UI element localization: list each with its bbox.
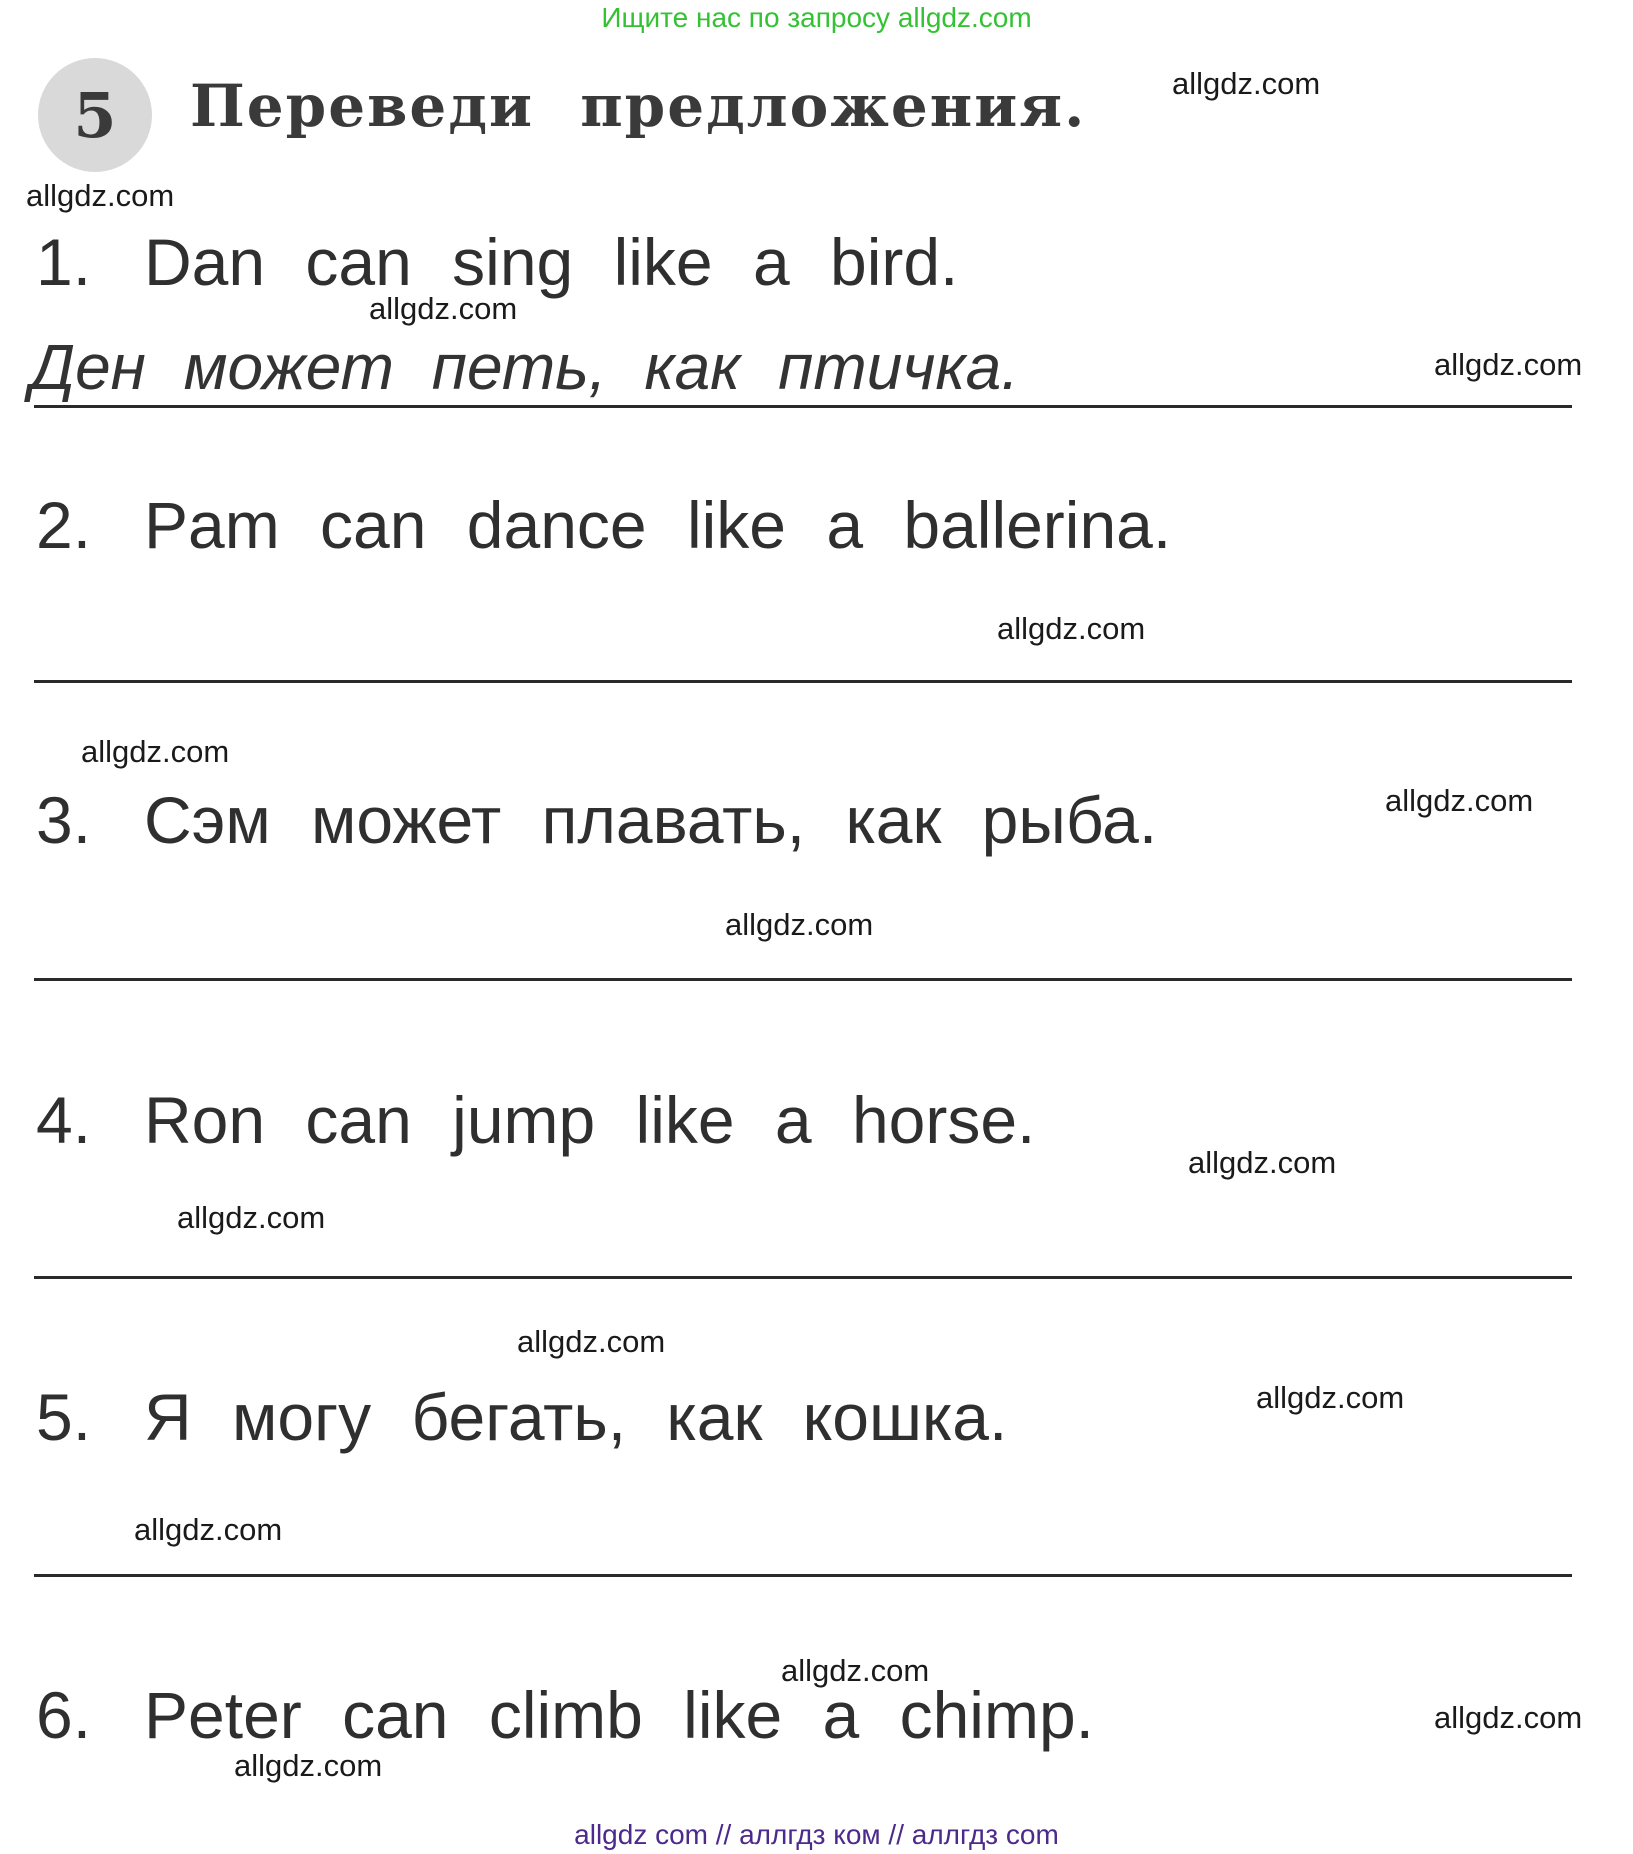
watermark: allgdz.com: [1385, 783, 1534, 818]
site-banner: Ищите нас по запросу allgdz.com: [601, 2, 1032, 33]
sentence-number: 1.: [36, 225, 92, 299]
sentence-text: Pam can dance like a ballerina.: [144, 488, 1172, 562]
sentence-text: Peter can climb like a chimp.: [144, 1678, 1094, 1752]
sentence-text: Dan can sing like a bird.: [144, 225, 959, 299]
answer-line-2: [34, 680, 1572, 683]
sentence-text: Сэм может плавать, как рыба.: [144, 783, 1158, 857]
answer-line-3: [34, 978, 1572, 981]
answer-line-1: [34, 405, 1572, 408]
exercise-number-badge: 5: [38, 58, 152, 172]
sentence-text: Ron can jump like a horse.: [144, 1083, 1036, 1157]
sentence-5: [36, 1377, 1007, 1457]
footer-watermark: allgdz com // аллгдз ком // аллгдз com: [574, 1819, 1059, 1850]
watermark: allgdz.com: [234, 1748, 383, 1783]
sentence-number: 2.: [36, 488, 92, 562]
exercise-title: Переведи предложения.: [190, 72, 1087, 140]
sentence-1: [36, 222, 958, 302]
sentence-6: [36, 1675, 1094, 1755]
watermark: allgdz.com: [81, 734, 230, 769]
watermark: allgdz.com: [1188, 1145, 1337, 1180]
watermark: allgdz.com: [997, 611, 1146, 646]
watermark: allgdz.com: [517, 1324, 666, 1359]
answer-line-4: [34, 1276, 1572, 1279]
sentence-number: 6.: [36, 1678, 92, 1752]
sentence-2: [36, 485, 1171, 565]
sentence-3: [36, 780, 1157, 860]
sentence-4: [36, 1080, 1035, 1160]
sentence-number: 5.: [36, 1380, 92, 1454]
answer-line-5: [34, 1574, 1572, 1577]
watermark: allgdz.com: [725, 907, 874, 942]
watermark: allgdz.com: [369, 291, 518, 326]
watermark: allgdz.com: [177, 1200, 326, 1235]
watermark: allgdz.com: [1434, 1700, 1583, 1735]
watermark: allgdz.com: [1256, 1380, 1405, 1415]
watermark: allgdz.com: [1434, 347, 1583, 382]
sentence-number: 3.: [36, 783, 92, 857]
answer-1-text: Ден может петь, как птичка.: [30, 331, 1019, 403]
watermark: allgdz.com: [781, 1653, 930, 1688]
sentence-text: Я могу бегать, как кошка.: [144, 1380, 1008, 1454]
watermark: allgdz.com: [26, 178, 175, 213]
watermark: allgdz.com: [1172, 66, 1321, 101]
sentence-number: 4.: [36, 1083, 92, 1157]
watermark: allgdz.com: [134, 1512, 283, 1547]
